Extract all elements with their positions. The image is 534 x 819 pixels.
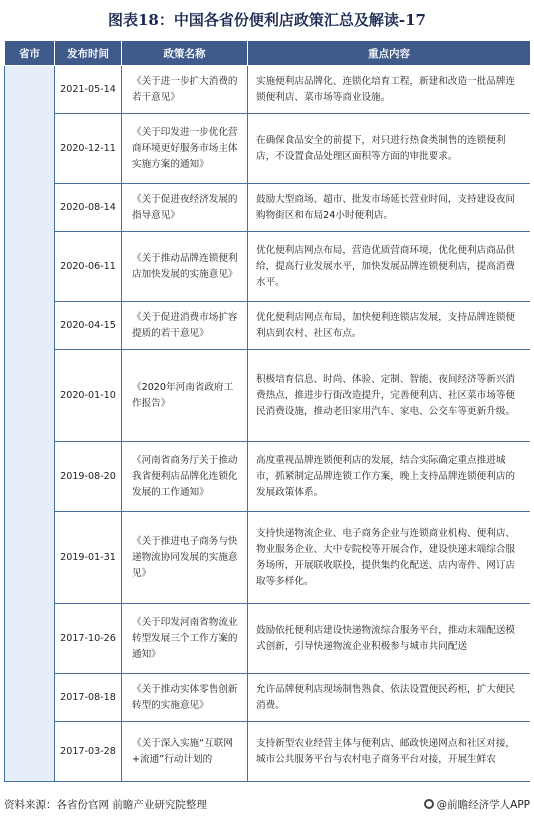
- date-cell: 2019-01-31: [55, 512, 122, 604]
- table-row: [5, 722, 531, 782]
- policy-name-cell: 《关于印发进一步优化营商环境更好服务市场主体实施方案的通知》: [122, 114, 248, 184]
- brand-label: @前瞻经济学人APP: [436, 799, 530, 811]
- date-cell: 2020-04-15: [55, 302, 122, 350]
- table-row: [5, 114, 531, 184]
- table-row: [5, 232, 531, 302]
- header-policy-name: 政策名称: [122, 41, 248, 66]
- content-cell: 优化便利店网点布局，营造优质营商环境，优化便利店商品供给，提高行业发展水平，加快发展品牌连锁便利店，提高消费水平。: [248, 232, 531, 302]
- policy-name-cell: 《关于进一步扩大消费的若干意见》: [122, 66, 248, 114]
- date-cell: 2019-08-20: [55, 442, 122, 512]
- content-cell: 支持新型农业经营主体与便利店、邮政快递网点和社区对接，城市公共服务平台与农村电子商务平台对接，开展生鲜农: [248, 722, 531, 782]
- policy-name-cell: 《关于印发河南省物流业转型发展三个工作方案的通知》: [122, 604, 248, 674]
- source-note: 资料来源：各省份官网 前瞻产业研究院整理: [4, 799, 207, 811]
- content-cell: 高度重视品牌连锁便利店的发展，结合实际确定重点推进城市，抓紧制定品牌连锁工作方案，晚上支持品牌连锁便利店的发展政策体系。: [248, 442, 531, 512]
- content-cell: 在确保食品安全的前提下，对只进行热食类制售的连锁便利店，不设置食品处理区面积等方面的审批要求。: [248, 114, 531, 184]
- policy-name-cell: 《关于促进消费市场扩容提质的若干意见》: [122, 302, 248, 350]
- content-cell: 优化便利店网点布局，加快便利连锁店发展，支持品牌连锁便利店到农村、社区布点。: [248, 302, 531, 350]
- content-cell: 允许品牌便利店现场制售熟食、依法设置便民药柜，扩大便民消费。: [248, 674, 531, 722]
- table-row: [5, 674, 531, 722]
- content-cell: 实施便利店品牌化、连锁化培育工程，新建和改造一批品牌连锁便利店、菜市场等商业设施。: [248, 66, 531, 114]
- table-row: [5, 350, 531, 442]
- date-cell: 2020-06-11: [55, 232, 122, 302]
- table-row: [5, 442, 531, 512]
- province-cell: [5, 66, 55, 782]
- logo-icon: [424, 799, 434, 809]
- content-cell: 积极培育信息、时尚、体验、定制、智能、夜间经济等新兴消费热点，推进步行街改造提升，完善便利店、社区菜市场等便民消费设施，推动老旧家用汽车、家电、公交车等更新升级。: [248, 350, 531, 442]
- header-province: 省市: [5, 41, 55, 66]
- footer: [4, 797, 530, 813]
- policy-name-cell: 《关于推动实体零售创新转型的实施意见》: [122, 674, 248, 722]
- table-row: [5, 512, 531, 604]
- policy-table: [4, 40, 530, 782]
- page-title: 图表18：中国各省份便利店政策汇总及解读-17: [108, 11, 426, 29]
- header-date: 发布时间: [55, 41, 122, 66]
- content-cell: 鼓励依托便利店建设快递物流综合服务平台，推动末端配送模式创新，引导快递物流企业积极参与城市共同配送: [248, 604, 531, 674]
- policy-name-cell: 《关于推进电子商务与快递物流协同发展的实施意见》: [122, 512, 248, 604]
- table-row: [5, 604, 531, 674]
- date-cell: 2021-05-14: [55, 66, 122, 114]
- policy-name-cell: 《关于推动品牌连锁便利店加快发展的实施意见》: [122, 232, 248, 302]
- date-cell: 2020-01-10: [55, 350, 122, 442]
- date-cell: 2020-08-14: [55, 184, 122, 232]
- date-cell: 2017-03-28: [55, 722, 122, 782]
- date-cell: 2017-10-26: [55, 604, 122, 674]
- table-header-row: [5, 41, 531, 66]
- date-cell: 2020-12-11: [55, 114, 122, 184]
- table-row: [5, 302, 531, 350]
- policy-name-cell: 《2020年河南省政府工作报告》: [122, 350, 248, 442]
- table-row: [5, 66, 531, 114]
- brand-credit: [424, 797, 530, 813]
- policy-name-cell: 《河南省商务厅关于推动我省便利店品牌化连锁化发展的工作通知》: [122, 442, 248, 512]
- content-cell: 支持快递物流企业、电子商务企业与连锁商业机构、便利店、物业服务企业、大中专院校等开展合作，建设快递末端综合服务场所，开展联收联投，提供集约化配送、店内寄件、网订店取等多样化。: [248, 512, 531, 604]
- content-cell: 鼓励大型商场、超市、批发市场延长营业时间，支持建设夜间购物街区和布局24小时便利店。: [248, 184, 531, 232]
- policy-name-cell: 《关于促进夜经济发展的指导意见》: [122, 184, 248, 232]
- policy-name-cell: 《关于深入实施“互联网+流通”行动计划的: [122, 722, 248, 782]
- date-cell: 2017-08-18: [55, 674, 122, 722]
- policy-table-container: [4, 40, 530, 792]
- table-row: [5, 184, 531, 232]
- header-key-content: 重点内容: [248, 41, 531, 66]
